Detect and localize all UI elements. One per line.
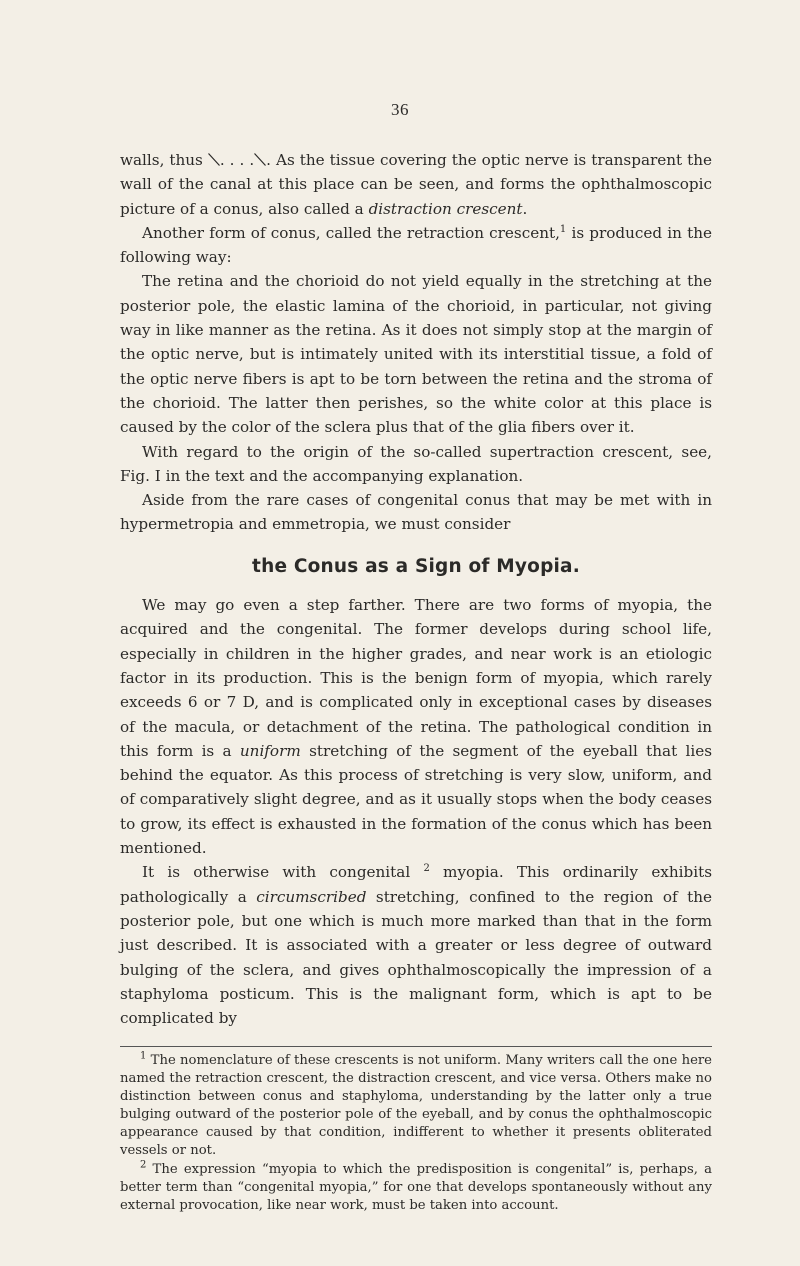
- congenital-text-end: stretching, confined to the region of the posterior pole, but one which is much more marked than that in the form just described. It is associated with a greater or less degree of outward bulging of the sclera, and gives ophthalmoscopically the impression of a staphyloma posticum. This is the malignant form, which is apt to be complicated by: [120, 887, 713, 1028]
- footnote-1-marker: 1: [140, 1050, 147, 1062]
- opening-walls-thus: walls, thus: [120, 151, 203, 169]
- page-number: 36: [391, 100, 409, 119]
- paragraph-aside: Aside from the rare cases of congenital conus that may be met with in hypermetropia and emmetropia, we must consider: [120, 491, 712, 534]
- footnote-1: [120, 1052, 712, 1161]
- footnotes: [120, 1052, 712, 1215]
- congenital-text-middle: myopia. This ordinarily exhibits pathologically a: [120, 863, 712, 906]
- farther-text: We may go even a step farther. There are two forms of myopia, the acquired and the congenital. The former develops during school life, especially in children in the higher grades, and near work is an etiologic factor in its production. This is the benign form of myopia, which rarely exceeds 6 or 7 D, and is complicated only in exceptional cases by diseases of the macula, or detachment of the retina. The pathological condition in this form is a: [120, 596, 712, 760]
- opening-text: . As the tissue covering the optic nerve is transparent the wall of the canal at this place can be seen, and forms the ophthalmoscopic picture of a conus, also called a: [120, 151, 713, 218]
- footnote-ref-2: 2: [423, 863, 430, 875]
- footnote-1-text: The nomenclature of these crescents is not uniform. Many writers call the one here named the retraction crescent, the distraction crescent, and vice versa. Others make no distinction between conus and staphyloma, understanding by the latter only a true bulging outward of the posterior pole of the eyeball, and by conus the ophthalmoscopic appearance caused by that condition, indifferent to whether it presents obliterated vessels or not.: [120, 1053, 712, 1159]
- footnote-2-text: The expression “myopia to which the predisposition is congenital” is, perhaps, a better term than “congenital myopia,” for one that develops spontaneously without any external provocation, like near work, must be taken into account.: [120, 1161, 712, 1213]
- paragraph-retraction: [120, 221, 712, 270]
- paragraph-supertraction: With regard to the origin of the so-called supertraction crescent, see, Fig. I in the text and the accompanying explanation.: [120, 442, 712, 485]
- paragraph-congenital: [120, 860, 712, 1030]
- retraction-text: Another form of conus, called the retraction crescent,: [142, 223, 560, 242]
- retraction-text-end: is produced in the following way:: [120, 223, 712, 267]
- farther-text-end: stretching of the segment of the eyeball that lies behind the equator. As this process of stretching is very slow, uniform, and of comparatively slight degree, and as it usually stops when the body ceases to grow, its effect is exhausted in the formation of the conus which has been mentioned.: [120, 741, 713, 858]
- uniform-term: uniform: [239, 741, 301, 760]
- distraction-crescent-term: distraction crescent: [368, 199, 523, 218]
- backslash-diagram-icon: [254, 153, 266, 166]
- paragraph-retina: The retina and the chorioid do not yield equally in the stretching at the posterior pole, the elastic lamina of the chorioid, in particular, not giving way in like manner as the retina. As it does not simply stop at the margin of the optic nerve, but is intimately united with its interstitial tissue, a fold of the optic nerve fibers is apt to be torn between the retina and the stroma of the chorioid. The latter then perishes, so the white color at this place is caused by the color of the sclera plus that of the glia fibers over it.: [120, 272, 712, 437]
- opening-dots: . . . .: [219, 151, 255, 169]
- opening-end: .: [522, 199, 528, 218]
- congenital-text: It is otherwise with congenital: [142, 863, 411, 882]
- section-heading: the Conus as a Sign of Myopia.: [252, 555, 580, 577]
- body-text: [120, 148, 712, 1030]
- backslash-diagram-icon: [208, 153, 220, 166]
- paragraph-farther: [120, 593, 712, 860]
- circumscribed-term: circumscribed: [256, 887, 367, 906]
- footnote-2: [120, 1161, 712, 1215]
- footnote-ref-1: 1: [559, 223, 567, 235]
- paragraph-opening: [120, 148, 712, 221]
- footnote-2-marker: 2: [140, 1159, 147, 1171]
- footnote-divider: [120, 1046, 712, 1047]
